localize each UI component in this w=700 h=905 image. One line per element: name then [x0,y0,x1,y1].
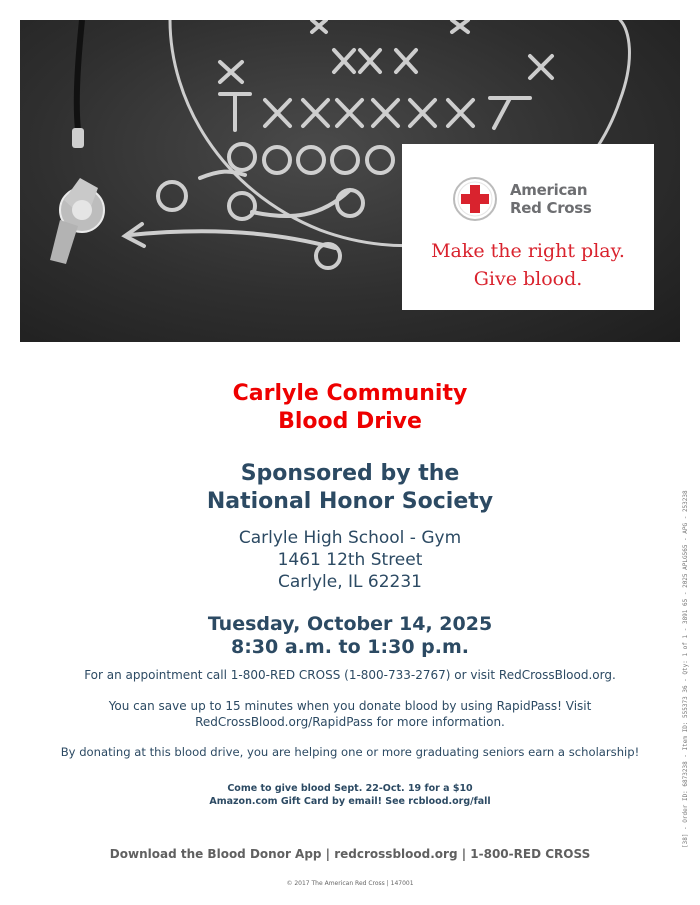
rapidpass-info-line1: You can save up to 15 minutes when you donate blood by using RapidPass! Visit [108,699,592,713]
chalkboard-hero-image [20,20,680,342]
appointment-info: For an appointment call 1-800-RED CROSS (1-800-733-2767) or visit RedCrossBlood.org. [84,668,616,682]
event-title-line2: Blood Drive [278,409,422,434]
event-time: 8:30 a.m. to 1:30 p.m. [230,636,469,658]
promo-line2: Amazon.com Gift Card by email! See rcblood.org/fall [209,796,491,807]
event-title-line1: Carlyle Community [232,381,468,406]
rapidpass-info-line2: RedCrossBlood.org/RapidPass for more information. [195,715,505,729]
red-cross-logo-card [402,144,654,310]
red-cross-icon [452,176,498,222]
copyright: © 2017 The American Red Cross | 147001 [286,880,414,887]
event-date: Tuesday, October 14, 2025 [207,613,493,635]
scholarship-info: By donating at this blood drive, you are helping one or more graduating seniors earn a scholarship! [60,745,640,759]
tagline-line1: Make the right play. [431,240,625,262]
venue-city: Carlyle, IL 62231 [277,572,423,592]
brand-line2: Red Cross [510,199,592,217]
print-order-code: [38] - Order ID: 6873238 - Item ID: 555373 36 - Qty: 1 of 1 - 3891 65 - 2025 APLG565 - APG - 253238 [682,490,689,848]
red-cross-logo [452,176,592,222]
whistle-icon [50,178,104,264]
venue-street: 1461 12th Street [277,550,423,570]
footer-links: Download the Blood Donor App | redcrossblood.org | 1-800-RED CROSS [109,847,591,861]
sponsor-line2: National Honor Society [206,489,494,514]
brand-line1: American [510,181,588,199]
promo-line1: Come to give blood Sept. 22-Oct. 19 for a $10 [227,783,473,794]
sponsor-line1: Sponsored by the [240,461,460,486]
venue-name: Carlyle High School - Gym [238,528,462,548]
tagline-line2: Give blood. [473,268,583,290]
